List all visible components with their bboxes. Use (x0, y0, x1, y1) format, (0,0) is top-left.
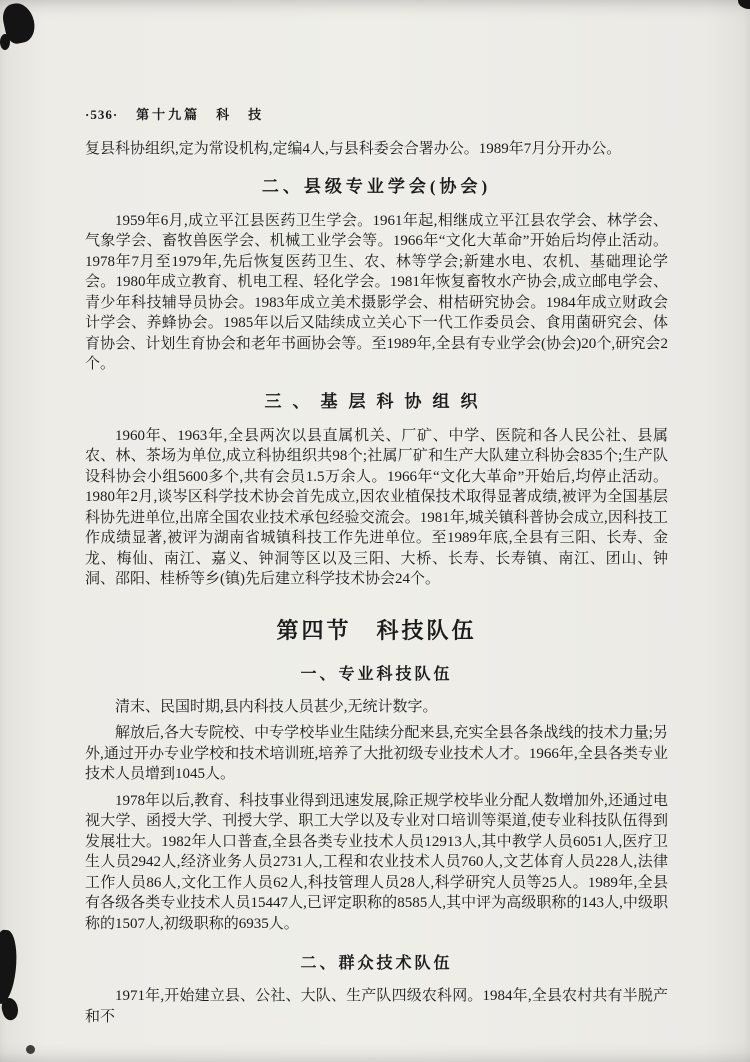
subheading-mass-technical-ranks: 二、群众技术队伍 (300, 955, 453, 972)
paragraph-grassroots: 1960年、1963年,全县两次以县直属机关、厂矿、中学、医院和各人民公社、县属农、林、茶场为单位,成立科协组织共98个;社属厂矿和生产大队建立科协会835个;生产队设科协会小组5600多个,共有会员1.5万余人。1966年“文化大革命”开始后,均停止活动。1980年2月,谈岑区科学技术协会首先成立,因农业植保技术取得显著成绩,被评为全国基层科协先进单位,出席全国农业技术承包经验交流会。1981年,城关镇科普协会成立,因科技工作成绩显著,被评为湖南省城镇科技工作先进单位。至1989年底,全县有三阳、长寿、金龙、梅仙、南江、嘉义、钟洞等区以及三阳、大桥、长寿、长寿镇、南江、团山、钟洞、邵阳、桂桥等乡(镇)先后建立科学技术协会24个。 (85, 427, 668, 587)
heading-grassroots-organizations: 三、基层科协组织 (264, 391, 489, 411)
subheading-professional-ranks: 一、专业科技队伍 (300, 665, 453, 683)
paragraph-post-1978: 1978年以后,教育、科技事业得到迅速发展,除正规学校毕业分配人数增加外,还通过电视大学、函授大学、刊授大学、职工大学以及专业对口培训等渠道,使专业科技队伍得到发展壮大。1982年人口普查,全县各类专业技术人员12913人,其中教学人员6051人,医疗卫生人员2942人,经济业务人员2731人,工程和农业技术人员760人,文艺体育人员228人,法律工作人员86人,文化工作人员62人,科技管理人员28人,科学研究人员等25人。1989年,全县有各级各类专业技术人员15447人,已评定职称的8585人,其中评为高级职称的143人,中级职称的1507人,初级职称的6935人。 (85, 792, 668, 932)
page-content (85, 104, 668, 1033)
paragraph-continuation: 复县科协组织,定为常设机构,定编4人,与县科委会合署办公。1989年7月分开办公。 (85, 141, 622, 157)
section-heading-sci-tech-ranks: 第四节 科技队伍 (276, 618, 477, 644)
scan-ink-artifact (26, 1045, 35, 1054)
heading-county-societies: 二、县级专业学会(协会) (261, 176, 492, 196)
paragraph-post-liberation: 解放后,各大专院校、中专学校毕业生陆续分配来县,充实全县各条战线的技术力量;另外,通过开办专业学校和技术培训班,培养了大批初级专业技术人才。1966年,全县各类专业技术人员增到1045人。 (85, 725, 668, 782)
paragraph-county-societies: 1959年6月,成立平江县医药卫生学会。1961年起,相继成立平江县农学会、林学会、气象学会、畜牧兽医学会、机械工业学会等。1966年“文化大革命”开始后均停止活动。1978年7月至1979年,先后恢复医药卫生、农、林等学会;新建水电、农机、基础理论学会。1980年成立教育、机电工程、轻化学会。1981年恢复畜牧水产协会,成立邮电学会、青少年科技辅导员协会。1983年成立美术摄影学会、柑桔研究协会。1984年成立财政会计学会、养蜂协会。1985年以后又陆续成立关心下一代工作委员会、食用菌研究会、体育协会、计划生育协会和老年书画协会等。至1989年,全县有专业学会(协会)20个,研究会2个。 (85, 212, 668, 372)
running-head (85, 104, 668, 123)
scan-ink-artifact (0, 34, 10, 50)
paragraph-qing-era: 清末、民国时期,县内科技人员甚少,无统计数字。 (115, 698, 438, 715)
chapter-title: 第十九篇 科 技 (136, 107, 265, 122)
page-number: ·536· (85, 107, 119, 122)
paragraph-mass-ranks: 1971年,开始建立县、公社、大队、生产队四级农科网。1984年,全县农村共有半脱产和不 (85, 988, 668, 1025)
